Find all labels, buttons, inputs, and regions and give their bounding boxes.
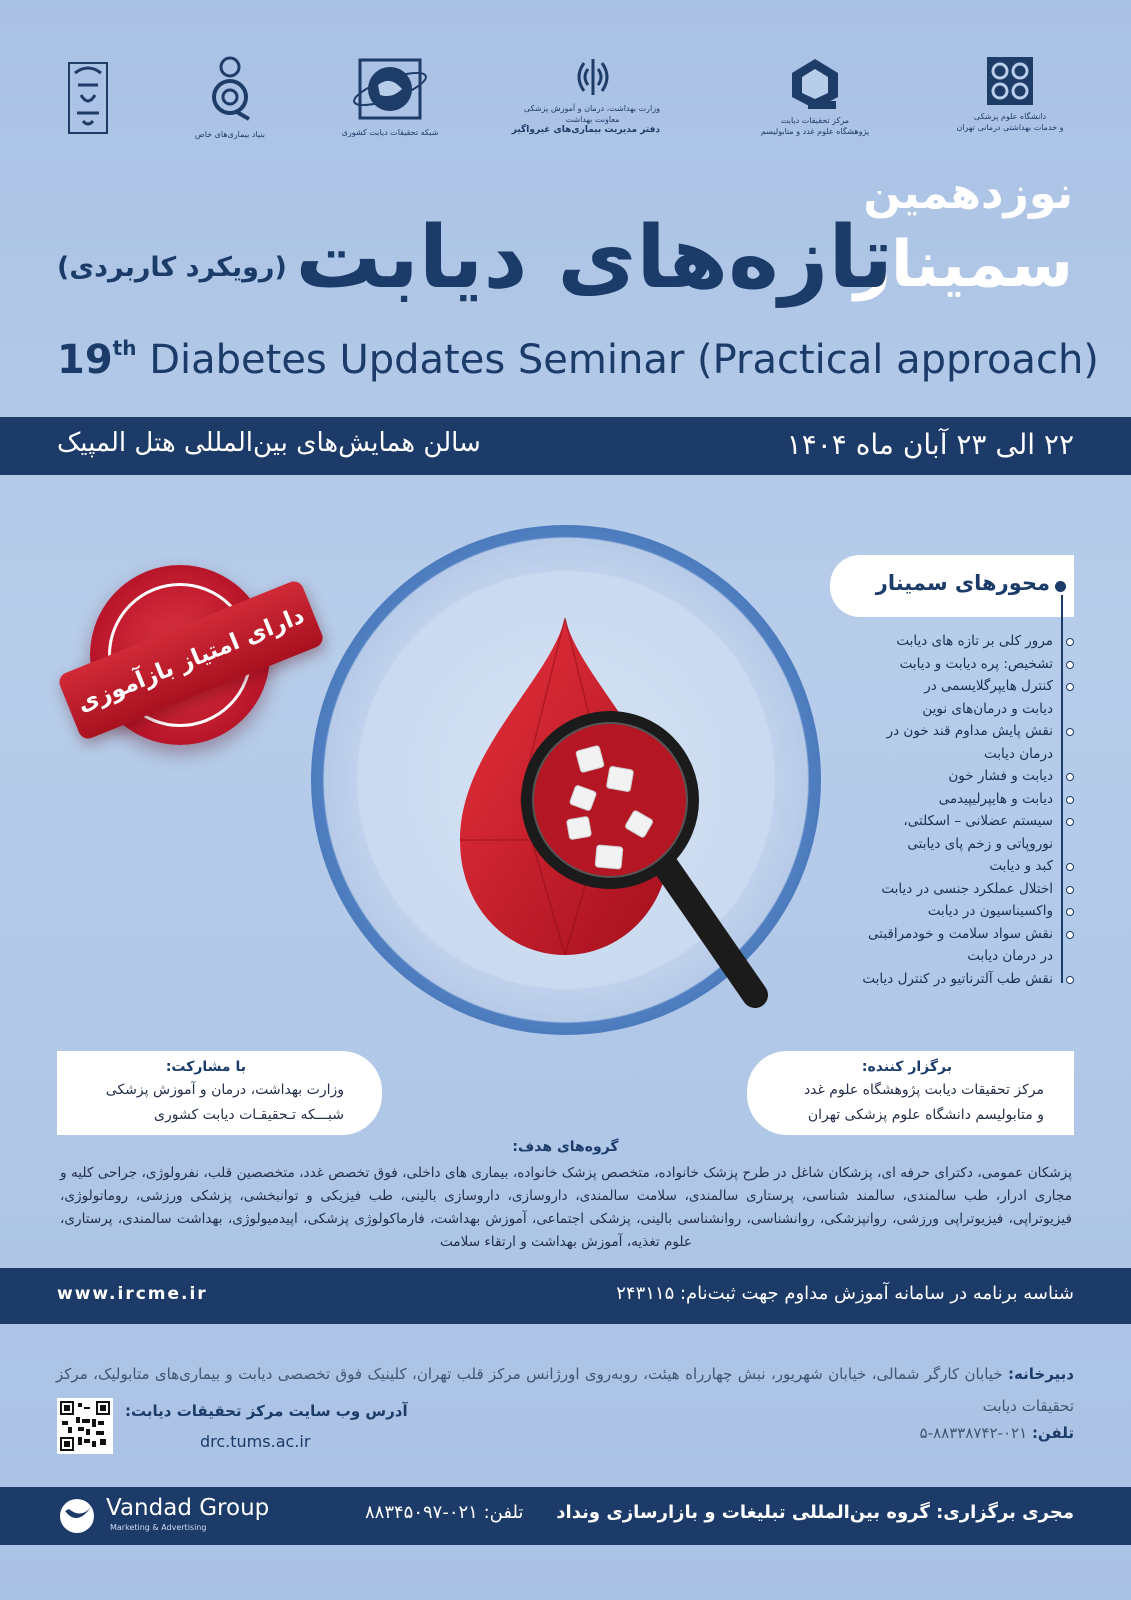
registration-bar — [0, 1268, 1131, 1324]
ircme-calligraphy-logo — [63, 55, 113, 139]
phone-number: ۰۲۱-۸۸۳۳۸۷۴۲-۵ — [919, 1424, 1028, 1442]
topics-list — [753, 630, 1053, 990]
topic-item: سیستم عضلانی – اسکلتی، — [753, 810, 1053, 833]
secretariat-phone — [920, 1424, 1074, 1442]
logo-caption-line: دانشگاه علوم پزشکی — [973, 112, 1047, 121]
topic-item: تشخیص: پره دیابت و دیابت — [753, 653, 1053, 676]
event-date: ۲۲ الی ۲۳ آبان ماه ۱۴۰۴ — [786, 428, 1074, 461]
title-ordinal: نوزدهمین — [863, 168, 1073, 219]
topics-heading-box — [830, 555, 1074, 617]
event-venue: سالن همایش‌های بین‌المللی هتل المپیک — [57, 428, 481, 458]
topics-heading: محورهای سمینار — [875, 571, 1050, 595]
topic-item: در درمان دیابت — [967, 948, 1053, 964]
phone-label: تلفن: — [1031, 1424, 1074, 1442]
topic-item: مرور کلی بر تازه های دیابت — [753, 630, 1053, 653]
ircme-website-link[interactable]: www.ircme.ir — [57, 1284, 208, 1304]
magnifier-handle-icon — [665, 865, 755, 995]
topic-item: درمان دیابت — [984, 745, 1053, 762]
tums-logo — [945, 55, 1075, 133]
date-venue-bar — [0, 417, 1131, 475]
topic-item: واکسیناسیون در دیابت — [753, 900, 1053, 923]
topic-item: نقش طب آلترناتیو در کنترل دیابت — [753, 968, 1053, 991]
emri-logo — [755, 55, 875, 137]
organizer-line: مرکز تحقیقات دیابت پژوهشگاه علوم غدد — [803, 1082, 1044, 1098]
english-title-number: 19 — [57, 337, 113, 383]
topic-item: اختلال عملکرد جنسی در دیابت — [753, 878, 1053, 901]
tums-icon — [985, 55, 1035, 107]
partners-heading: با مشارکت: — [165, 1059, 246, 1075]
logo-caption-line: پژوهشگاه علوم غدد و متابولیسم — [760, 127, 870, 136]
topic-item: دیابت و درمان‌های نوین — [922, 700, 1053, 717]
secretariat-address-text: خیابان کارگر شمالی، خیابان شهریور، نبش چهارراه هیئت، روبه‌روی اورژانس مرکز قلب تهران، کلینیک فوق تخصصی دیابت و بیماری‌های متابولیک، مرکز تحقیقات دیابت — [56, 1365, 1074, 1415]
vandad-logo-icon — [57, 1497, 101, 1535]
organizer-card — [747, 1051, 1074, 1135]
topic-item: کبد و دیابت — [753, 855, 1053, 878]
organizer-heading: برگزار کننده: — [861, 1059, 952, 1075]
cme-badge-ribbon: دارای امتیاز بازآموزی — [56, 578, 325, 741]
topics-timeline-line — [1061, 595, 1063, 983]
heading-bullet-icon — [1055, 581, 1066, 592]
english-title — [57, 336, 1099, 383]
foundation-icon — [205, 55, 255, 125]
secretariat-label: دبیرخانه: — [1008, 1365, 1074, 1383]
organizer-line: و متابولیسم دانشگاه علوم پزشکی تهران — [807, 1107, 1044, 1123]
diabetes-research-network-logo — [335, 55, 445, 138]
topic-item: دیابت و فشار خون — [753, 765, 1053, 788]
logo-caption: شبکه تحقیقات دیابت کشوری — [341, 128, 439, 137]
blood-drop-magnifier-illustration — [460, 610, 790, 1030]
website-label: آدرس وب سایت مرکز تحقیقات دیابت: — [125, 1402, 408, 1420]
topic-item: کنترل هایپرگلایسمی در — [753, 675, 1053, 698]
title-seminar: سمینار — [854, 228, 1073, 302]
emblem-icon — [570, 55, 616, 99]
emri-icon — [788, 55, 842, 111]
iran-emblem-logo — [511, 55, 660, 136]
network-globe-icon — [350, 55, 430, 123]
topic-item: نوروپاتی و زخم پای دیابتی — [907, 835, 1053, 852]
title-main: تازه‌های دیابت — [295, 208, 893, 308]
partners-line: شبـــکه تـحقیقـات دیابت کشوری — [154, 1107, 344, 1123]
partners-line: وزارت بهداشت، درمان و آموزش پزشکی — [105, 1082, 344, 1098]
partners-card — [57, 1051, 382, 1135]
logo-caption: بنیاد بیماری‌های خاص — [195, 130, 265, 139]
target-groups-text: پزشکان عمومی، دکترای حرفه ای، پزشکان شاغل در طرح پزشک خانواده، متخصص پزشک خانواده، بیماری های داخلی، فوق تخصص غدد، متخصصین قلب، نفرولوژی، جراحی کلیه و مجاری ادرار، طب سالمندی، سالمند شناسی، پرستاری سالمندی، سلامت سالمندی، داروسازی، داروسازی بالینی، طب فیزیکی و توانبخشی، پزشکی ورزشی، روماتولوژی، فیزیوتراپی، فیزیوتراپی ورزشی، روانپزشکی، روانشناسی، روانشناسی بالینی، پزشکی اجتماعی، آموزش بهداشت، فارماکولوژی پزشکی، اپیدمیولوژی، بهداشت سالمندی، پرستاری، علوم تغذیه، آموزش بهداشت و ارتقاء سلامت — [60, 1165, 1072, 1250]
english-title-main: Diabetes Updates Seminar — [149, 337, 685, 383]
program-code: شناسه برنامه در سامانه آموزش مداوم جهت ثبت‌نام: ۲۴۳۱۱۵ — [616, 1283, 1074, 1304]
drc-website-link[interactable]: drc.tums.ac.ir — [200, 1432, 311, 1451]
vandad-brand-name: Vandad Group — [106, 1495, 270, 1521]
logo-caption-line: دفتر مدیریت بیماری‌های غیرواگیر — [511, 125, 660, 135]
partner-logos-row — [55, 55, 1075, 155]
logo-caption-line: وزارت بهداشت، درمان و آموزش پزشکی — [523, 104, 660, 113]
logo-caption-line: مرکز تحقیقات دیابت — [780, 116, 850, 125]
topic-item: دیابت و هایپرلیپیدمی — [753, 788, 1053, 811]
vandad-brand-tagline: Marketing & Advertising — [110, 1523, 207, 1532]
target-groups-heading: گروه‌های هدف: — [512, 1139, 619, 1155]
qr-code-icon[interactable] — [57, 1398, 113, 1454]
topic-item: نقش پایش مداوم قند خون در — [753, 720, 1053, 743]
event-manager: مجری برگزاری: گروه بین‌المللی تبلیغات و بازارسازی ونداد — [556, 1502, 1074, 1523]
calligraphy-icon — [63, 55, 113, 135]
english-title-approach: (Practical approach) — [697, 337, 1099, 383]
topic-item: نقش سواد سلامت و خودمراقبتی — [753, 923, 1053, 946]
title-approach: (رویکرد کاربردی) — [57, 252, 287, 283]
english-title-suffix: th — [112, 336, 137, 360]
logo-caption-line: معاونت بهداشت — [565, 115, 620, 124]
manager-phone: تلفن: ۰۲۱-۸۸۳۴۵۰۹۷ — [365, 1502, 524, 1523]
logo-caption-line: و خدمات بهداشتی درمانی تهران — [956, 123, 1064, 132]
special-diseases-foundation-logo — [185, 55, 275, 140]
footer-bar — [0, 1487, 1131, 1545]
